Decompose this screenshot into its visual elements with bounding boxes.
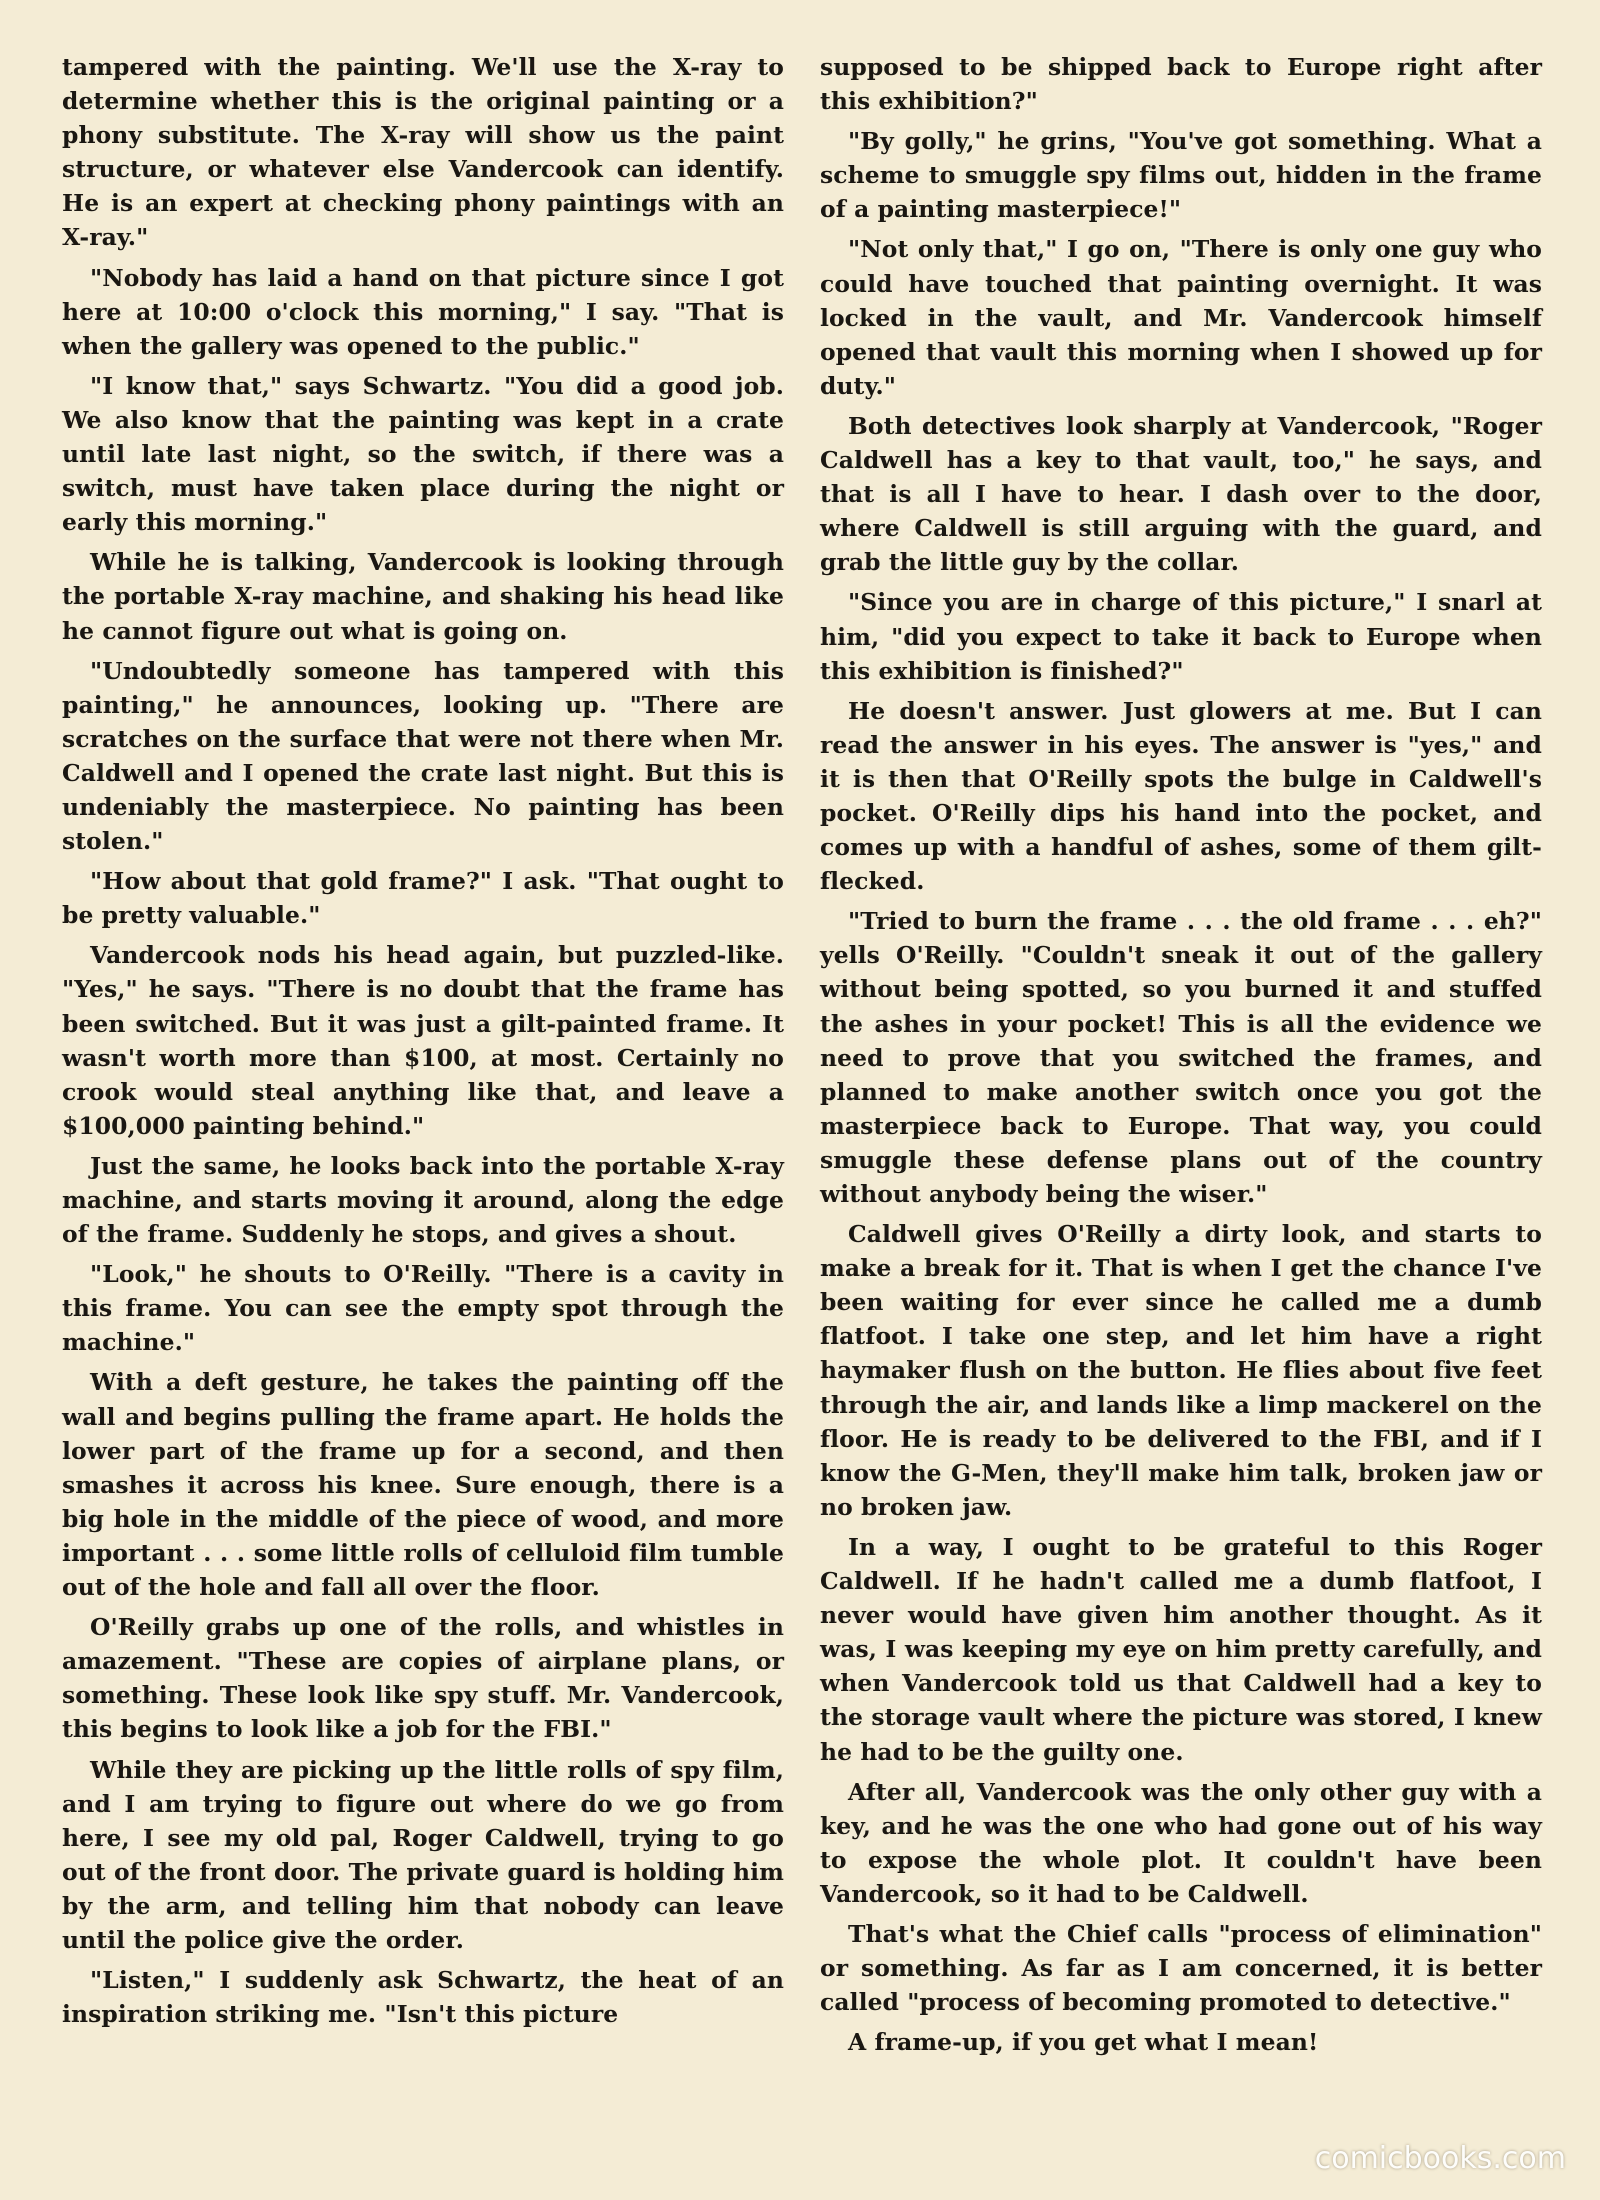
paragraph: "How about that gold frame?" I ask. "That ought to be pretty valuable." [62, 867, 784, 930]
paragraph: "Not only that," I go on, "There is only one guy who could have touched that painting overnight. It was locked in the vault, and Mr. Vandercook himself opened that vault this morning when I showed up for duty." [820, 235, 1542, 400]
paragraph: "Undoubtedly someone has tampered with this painting," he announces, looking up. "There are scratches on the surface that were not there when Mr. Caldwell and I opened the crate last night. But this is undeniably the masterpiece. No painting has been stolen." [62, 656, 784, 856]
paragraph: Caldwell gives O'Reilly a dirty look, and starts to make a break for it. That is when I get the chance I've been waiting for ever since he called me a dumb flatfoot. I take one step, and let him have a right haymaker flush on the button. He flies about five feet through the air, and lands like a limp mackerel on the floor. He is ready to be delivered to the FBI, and if I know the G-Men, they'll make him talk, broken jaw or no broken jaw. [820, 1220, 1542, 1521]
paragraph: tampered with the painting. We'll use the X-ray to determine whether this is the original painting or a phony substitute. The X-ray will show us the paint structure, or whatever else Vandercook can identify. He is an expert at checking phony paintings with an X-ray." [62, 53, 784, 252]
paragraph: While he is talking, Vandercook is looking through the portable X-ray machine, and shaking his head like he cannot figure out what is going on. [62, 548, 784, 645]
paragraph: Just the same, he looks back into the portable X-ray machine, and starts moving it around, along the edge of the frame. Suddenly he stops, and gives a shout. [62, 1151, 784, 1249]
text-columns [62, 50, 1542, 2160]
paragraph: "I know that," says Schwartz. "You did a good job. We also know that the painting was kept in a crate until late last night, so the switch, if there was a switch, must have taken place during the night or early this morning." [62, 371, 784, 537]
paragraph: "Since you are in charge of this picture," I snarl at him, "did you expect to take it back to Europe when this exhibition is finished?" [820, 588, 1542, 685]
paragraph: In a way, I ought to be grateful to this Roger Caldwell. If he hadn't called me a dumb flatfoot, I never would have given him another thought. As it was, I was keeping my eye on him pretty carefully, and when Vandercook told us that Caldwell had a key to the storage vault where the picture was stored, I knew he had to be the guilty one. [820, 1532, 1542, 1766]
paragraph: He doesn't answer. Just glowers at me. But I can read the answer in his eyes. The answer is "yes," and it is then that O'Reilly spots the bulge in Caldwell's pocket. O'Reilly dips his hand into the pocket, and comes up with a handful of ashes, some of them gilt-flecked. [820, 696, 1542, 896]
paragraph: "Nobody has laid a hand on that picture since I got here at 10:00 o'clock this morning," I say. "That is when the gallery was opened to the public." [62, 263, 784, 360]
paragraph: A frame-up, if you get what I mean! [848, 2028, 1319, 2057]
paragraph: After all, Vandercook was the only other guy with a key, and he was the one who had gone out of his way to expose the whole plot. It couldn't have been Vandercook, so it had to be Caldwell. [820, 1777, 1542, 1908]
paragraph: While they are picking up the little rolls of spy film, and I am trying to figure out where do we go from here, I see my old pal, Roger Caldwell, trying to go out of the front door. The private guard is holding him by the arm, and telling him that nobody can leave until the police give the order. [62, 1755, 784, 1954]
paragraph: Both detectives look sharply at Vandercook, "Roger Caldwell has a key to that vault, too," he says, and that is all I have to hear. I dash over to the door, where Caldwell is still arguing with the guard, and grab the little guy by the collar. [820, 411, 1542, 577]
watermark: comicbooks.com [1314, 2141, 1566, 2176]
paragraph: "Tried to burn the frame . . . the old frame . . . eh?" yells O'Reilly. "Couldn't sneak it out of the gallery without being spotted, so you burned it and stuffed the ashes in your pocket! This is all the evidence we need to prove that you switched the frames, and planned to make another switch once you got the masterpiece back to Europe. That way, you could smuggle these defense plans out of the country without anybody being the wiser." [820, 907, 1542, 1208]
right-column [820, 50, 1542, 2160]
paragraph: That's what the Chief calls "process of elimination" or something. As far as I am concerned, it is better called "process of becoming promoted to detective." [820, 1919, 1542, 2017]
paragraph: "By golly," he grins, "You've got something. What a scheme to smuggle spy films out, hidden in the frame of a painting masterpiece!" [820, 127, 1542, 224]
paragraph: With a deft gesture, he takes the painting off the wall and begins pulling the frame apart. He holds the lower part of the frame up for a second, and then smashes it across his knee. Sure enough, there is a big hole in the middle of the piece of wood, and more important . . . some little rolls of celluloid film tumble out of the hole and fall all over the floor. [62, 1368, 784, 1602]
paragraph: supposed to be shipped back to Europe right after this exhibition?" [820, 53, 1542, 116]
paragraph: Vandercook nods his head again, but puzzled-like. "Yes," he says. "There is no doubt that the frame has been switched. But it was just a gilt-painted frame. It wasn't worth more than $100, at most. Certainly no crook would steal anything like that, and leave a $100,000 painting behind." [62, 941, 784, 1140]
paragraph: O'Reilly grabs up one of the rolls, and whistles in amazement. "These are copies of airplane plans, or something. These look like spy stuff. Mr. Vandercook, this begins to look like a job for the FBI." [62, 1613, 784, 1744]
left-column [62, 50, 784, 2160]
paragraph: "Listen," I suddenly ask Schwartz, the heat of an inspiration striking me. "Isn't this picture [62, 1966, 784, 2029]
paragraph: "Look," he shouts to O'Reilly. "There is a cavity in this frame. You can see the empty spot through the machine." [62, 1260, 784, 1357]
